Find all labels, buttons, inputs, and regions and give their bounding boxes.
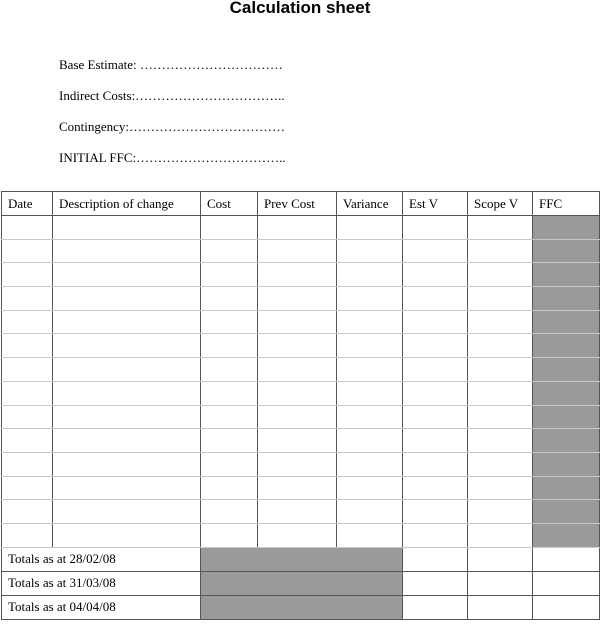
- table-cell: [201, 452, 258, 476]
- table-cell: [533, 571, 600, 595]
- table-cell: [53, 310, 201, 334]
- shaded-cell: [201, 547, 403, 571]
- ffc-shaded-cell: [533, 381, 600, 405]
- table-cell: [403, 547, 468, 571]
- table-row: [2, 405, 600, 429]
- table-cell: [468, 358, 533, 382]
- ffc-shaded-cell: [533, 500, 600, 524]
- totals-row: [2, 595, 600, 619]
- table-row: [2, 239, 600, 263]
- table-cell: [201, 287, 258, 311]
- table-cell: [2, 358, 53, 382]
- table-cell: [258, 310, 337, 334]
- table-cell: [201, 500, 258, 524]
- table-cell: [53, 452, 201, 476]
- table-cell: [403, 239, 468, 263]
- table-cell: [403, 287, 468, 311]
- table-cell: [53, 239, 201, 263]
- ffc-shaded-cell: [533, 239, 600, 263]
- table-cell: [2, 263, 53, 287]
- table-cell: [403, 523, 468, 547]
- totals-label: Totals as at 04/04/08: [2, 595, 201, 619]
- table-cell: [201, 310, 258, 334]
- contingency-field: Contingency:………………………………: [59, 119, 286, 134]
- table-cell: [337, 358, 403, 382]
- table-row: [2, 429, 600, 453]
- ffc-shaded-cell: [533, 523, 600, 547]
- table-cell: [53, 381, 201, 405]
- table-cell: [337, 500, 403, 524]
- table-cell: [2, 310, 53, 334]
- table-cell: [337, 239, 403, 263]
- ffc-shaded-cell: [533, 334, 600, 358]
- table-cell: [468, 452, 533, 476]
- table-row: [2, 216, 600, 240]
- table-cell: [258, 523, 337, 547]
- table-cell: [468, 381, 533, 405]
- shaded-cell: [201, 571, 403, 595]
- table-cell: [533, 547, 600, 571]
- table-cell: [258, 452, 337, 476]
- table-cell: [468, 595, 533, 619]
- table-cell: [201, 263, 258, 287]
- table-cell: [53, 476, 201, 500]
- table-cell: [337, 381, 403, 405]
- ffc-shaded-cell: [533, 452, 600, 476]
- table-cell: [468, 523, 533, 547]
- table-cell: [403, 263, 468, 287]
- table-row: [2, 476, 600, 500]
- table-cell: [258, 239, 337, 263]
- table-row: [2, 452, 600, 476]
- ffc-shaded-cell: [533, 405, 600, 429]
- table-cell: [2, 334, 53, 358]
- ffc-shaded-cell: [533, 358, 600, 382]
- table-cell: [201, 476, 258, 500]
- table-cell: [2, 239, 53, 263]
- table-cell: [403, 500, 468, 524]
- header-ffc: FFC: [533, 192, 600, 216]
- table-cell: [403, 334, 468, 358]
- table-cell: [468, 429, 533, 453]
- header-prev-cost: Prev Cost: [258, 192, 337, 216]
- table-cell: [403, 381, 468, 405]
- totals-row: [2, 547, 600, 571]
- ffc-shaded-cell: [533, 263, 600, 287]
- table-cell: [258, 405, 337, 429]
- table-cell: [337, 429, 403, 453]
- header-date: Date: [2, 192, 53, 216]
- table-cell: [2, 381, 53, 405]
- table-cell: [403, 571, 468, 595]
- table-cell: [468, 216, 533, 240]
- table-cell: [468, 476, 533, 500]
- table-cell: [403, 429, 468, 453]
- table-cell: [2, 452, 53, 476]
- table-cell: [403, 358, 468, 382]
- table-row: [2, 358, 600, 382]
- table-cell: [201, 239, 258, 263]
- table-cell: [258, 381, 337, 405]
- table-cell: [337, 334, 403, 358]
- table-cell: [201, 334, 258, 358]
- table-cell: [2, 500, 53, 524]
- table-cell: [337, 263, 403, 287]
- ffc-shaded-cell: [533, 216, 600, 240]
- table-header-row: [2, 192, 600, 216]
- table-row: [2, 310, 600, 334]
- totals-label: Totals as at 31/03/08: [2, 571, 201, 595]
- table-cell: [53, 429, 201, 453]
- table-cell: [468, 334, 533, 358]
- table-cell: [258, 216, 337, 240]
- totals-label: Totals as at 28/02/08: [2, 547, 201, 571]
- ffc-shaded-cell: [533, 476, 600, 500]
- table-cell: [403, 476, 468, 500]
- table-cell: [53, 500, 201, 524]
- table-cell: [468, 263, 533, 287]
- table-cell: [258, 429, 337, 453]
- table-cell: [53, 287, 201, 311]
- table-cell: [201, 216, 258, 240]
- table-cell: [468, 310, 533, 334]
- table-row: [2, 334, 600, 358]
- table-cell: [468, 239, 533, 263]
- table-cell: [337, 405, 403, 429]
- ffc-shaded-cell: [533, 310, 600, 334]
- table-cell: [258, 500, 337, 524]
- shaded-cell: [201, 595, 403, 619]
- summary-fields: [59, 56, 286, 180]
- table-cell: [53, 263, 201, 287]
- table-cell: [337, 523, 403, 547]
- table-cell: [201, 405, 258, 429]
- table-cell: [2, 405, 53, 429]
- table-cell: [403, 310, 468, 334]
- indirect-costs-field: Indirect Costs:……………………………..: [59, 88, 285, 103]
- table-cell: [53, 405, 201, 429]
- table-cell: [468, 547, 533, 571]
- table-cell: [468, 287, 533, 311]
- table-row: [2, 381, 600, 405]
- table-cell: [53, 523, 201, 547]
- table-cell: [201, 429, 258, 453]
- header-est-v: Est V: [403, 192, 468, 216]
- header-scope-v: Scope V: [468, 192, 533, 216]
- base-estimate-field: Base Estimate: ……………………………: [59, 57, 283, 72]
- table-cell: [258, 476, 337, 500]
- table-cell: [403, 405, 468, 429]
- ffc-shaded-cell: [533, 429, 600, 453]
- header-description: Description of change: [53, 192, 201, 216]
- table-cell: [2, 429, 53, 453]
- table-cell: [2, 523, 53, 547]
- table-cell: [337, 216, 403, 240]
- table-cell: [258, 287, 337, 311]
- table-cell: [337, 310, 403, 334]
- table-row: [2, 287, 600, 311]
- table-cell: [403, 452, 468, 476]
- table-cell: [53, 216, 201, 240]
- header-variance: Variance: [337, 192, 403, 216]
- sheet-title: Calculation sheet: [229, 0, 371, 17]
- table-cell: [337, 452, 403, 476]
- table-cell: [403, 216, 468, 240]
- calculation-table: [1, 191, 600, 620]
- table-cell: [2, 476, 53, 500]
- table-cell: [2, 216, 53, 240]
- table-cell: [337, 476, 403, 500]
- table-cell: [337, 287, 403, 311]
- ffc-shaded-cell: [533, 287, 600, 311]
- table-cell: [53, 358, 201, 382]
- table-cell: [468, 405, 533, 429]
- table-cell: [403, 595, 468, 619]
- table-cell: [533, 595, 600, 619]
- table-cell: [468, 571, 533, 595]
- totals-row: [2, 571, 600, 595]
- table-cell: [468, 500, 533, 524]
- table-cell: [201, 358, 258, 382]
- table-cell: [258, 334, 337, 358]
- table-cell: [258, 263, 337, 287]
- initial-ffc-field: INITIAL FFC:……………………………..: [59, 150, 286, 165]
- table-cell: [258, 358, 337, 382]
- table-row: [2, 263, 600, 287]
- table-cell: [201, 523, 258, 547]
- table-cell: [53, 334, 201, 358]
- header-cost: Cost: [201, 192, 258, 216]
- table-row: [2, 500, 600, 524]
- table-cell: [201, 381, 258, 405]
- table-row: [2, 523, 600, 547]
- table-cell: [2, 287, 53, 311]
